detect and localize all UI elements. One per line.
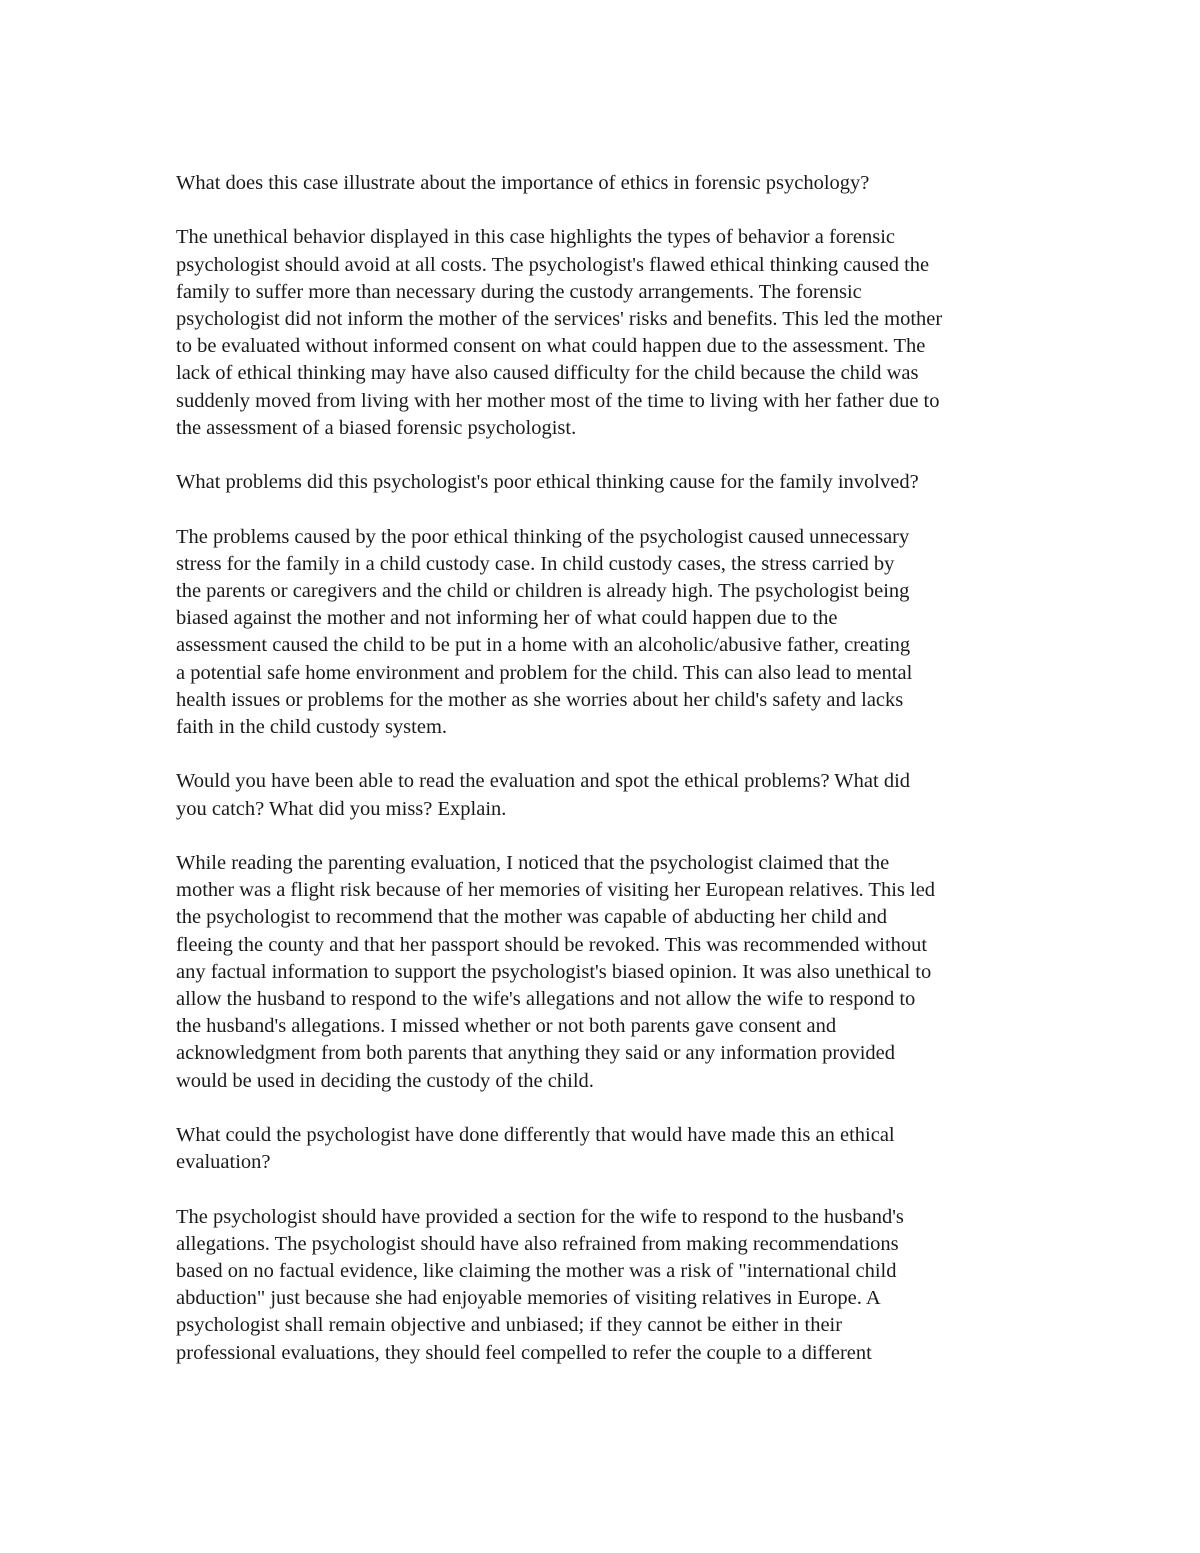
answer-3-line: the psychologist to recommend that the mother was capable of abducting her child and (176, 906, 888, 929)
answer-1 (176, 224, 1076, 442)
answer-2-line: health issues or problems for the mother as she worries about her child's safety and lacks (176, 688, 904, 711)
document-body (176, 170, 1076, 1394)
answer-3-line: allow the husband to respond to the wife's allegations and not allow the wife to respond to (176, 988, 916, 1011)
answer-2-line: assessment caused the child to be put in a home with an alcoholic/abusive father, creating (176, 634, 911, 657)
answer-3-line: While reading the parenting evaluation, I noticed that the psychologist claimed that the (176, 852, 890, 874)
answer-2-line: faith in the child custody system. (176, 716, 448, 739)
answer-3 (176, 850, 1076, 1095)
question-1 (176, 170, 1076, 197)
answer-3-line: the husband's allegations. I missed whether or not both parents gave consent and (176, 1015, 837, 1038)
answer-4-line: based on no factual evidence, like claiming the mother was a risk of "international child (176, 1260, 897, 1283)
answer-3-line: fleeing the county and that her passport should be revoked. This was recommended without (176, 933, 928, 956)
answer-4-line: The psychologist should have provided a section for the wife to respond to the husband's (176, 1205, 904, 1228)
answer-3-line: mother was a flight risk because of her memories of visiting her European relatives. This led (176, 879, 936, 902)
answer-2-line: biased against the mother and not informing her of what could happen due to the (176, 607, 838, 630)
answer-4-line: psychologist shall remain objective and unbiased; if they cannot be either in their (176, 1314, 843, 1337)
question-2-line: What problems did this psychologist's poor ethical thinking cause for the family involved? (176, 471, 919, 494)
answer-4-line: professional evaluations, they should feel compelled to refer the couple to a different (176, 1341, 872, 1364)
question-2 (176, 469, 1076, 496)
answer-2 (176, 524, 1076, 742)
answer-1-line: suddenly moved from living with her mother most of the time to living with her father due to (176, 389, 940, 412)
question-1-line: What does this case illustrate about the importance of ethics in forensic psychology? (176, 172, 870, 194)
answer-1-line: psychologist should avoid at all costs. The psychologist's flawed ethical thinking caused the (176, 253, 930, 276)
answer-3-line: would be used in deciding the custody of the child. (176, 1069, 594, 1092)
answer-1-line: to be evaluated without informed consent on what could happen due to the assessment. The (176, 335, 926, 358)
answer-2-line: a potential safe home environment and problem for the child. This can also lead to mental (176, 661, 913, 684)
answer-3-line: acknowledgment from both parents that anything they said or any information provided (176, 1042, 896, 1065)
question-3-line: you catch? What did you miss? Explain. (176, 797, 507, 820)
answer-1-line: lack of ethical thinking may have also caused difficulty for the child because the child was (176, 362, 919, 385)
answer-2-line: stress for the family in a child custody case. In child custody cases, the stress carried by (176, 552, 895, 575)
answer-1-line: The unethical behavior displayed in this case highlights the types of behavior a forensic (176, 226, 896, 249)
answer-4-line: abduction" just because she had enjoyable memories of visiting relatives in Europe. A (176, 1287, 881, 1310)
answer-1-line: family to suffer more than necessary during the custody arrangements. The forensic (176, 280, 862, 303)
answer-4-line: allegations. The psychologist should have also refrained from making recommendations (176, 1232, 899, 1255)
question-3 (176, 768, 1076, 822)
answer-2-line: the parents or caregivers and the child or children is already high. The psychologist being (176, 580, 910, 602)
answer-4 (176, 1204, 1076, 1367)
question-3-line: Would you have been able to read the evaluation and spot the ethical problems? What did (176, 770, 911, 793)
question-4 (176, 1122, 1076, 1176)
answer-1-line: the assessment of a biased forensic psychologist. (176, 416, 577, 439)
answer-3-line: any factual information to support the psychologist's biased opinion. It was also unethical to (176, 960, 932, 983)
answer-1-line: psychologist did not inform the mother of the services' risks and benefits. This led the mother (176, 308, 943, 330)
question-4-line: What could the psychologist have done differently that would have made this an ethical (176, 1124, 895, 1147)
question-4-line: evaluation? (176, 1151, 271, 1174)
answer-2-line: The problems caused by the poor ethical thinking of the psychologist caused unnecessary (176, 525, 910, 548)
